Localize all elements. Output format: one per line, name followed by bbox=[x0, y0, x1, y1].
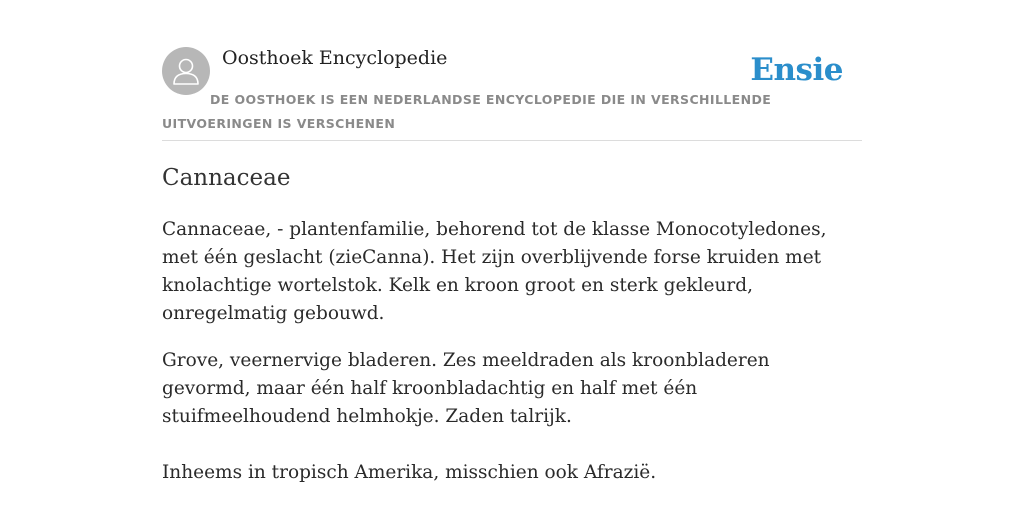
article bbox=[162, 160, 862, 487]
source-header bbox=[162, 44, 862, 141]
article-paragraph: Cannaceae, - plantenfamilie, behorend tot de klasse Monocotyledones, met één geslacht (zieCanna). Het zijn overblijvende forse kruiden met knolachtige wortelstok. Kelk en kroon groot en sterk gekleurd, onregelmatig gebouwd. bbox=[162, 219, 827, 324]
article-paragraph: Inheems in tropisch Amerika, misschien ook Afrazië. bbox=[162, 462, 657, 483]
article-paragraph: Grove, veernervige bladeren. Zes meeldraden als kroonbladeren gevormd, maar één half kroonbladachtig en half met één stuifmeelhoudend helmhokje. Zaden talrijk. bbox=[162, 350, 770, 427]
source-description: DE OOSTHOEK IS EEN NEDERLANDSE ENCYCLOPEDIE DIE IN VERSCHILLENDE UITVOERINGEN IS VERSCHENEN bbox=[162, 92, 772, 131]
ensie-logo[interactable]: Ensie bbox=[750, 52, 843, 88]
source-name-link[interactable]: Oosthoek Encyclopedie bbox=[222, 47, 448, 69]
article-title: Cannaceae bbox=[162, 165, 291, 191]
